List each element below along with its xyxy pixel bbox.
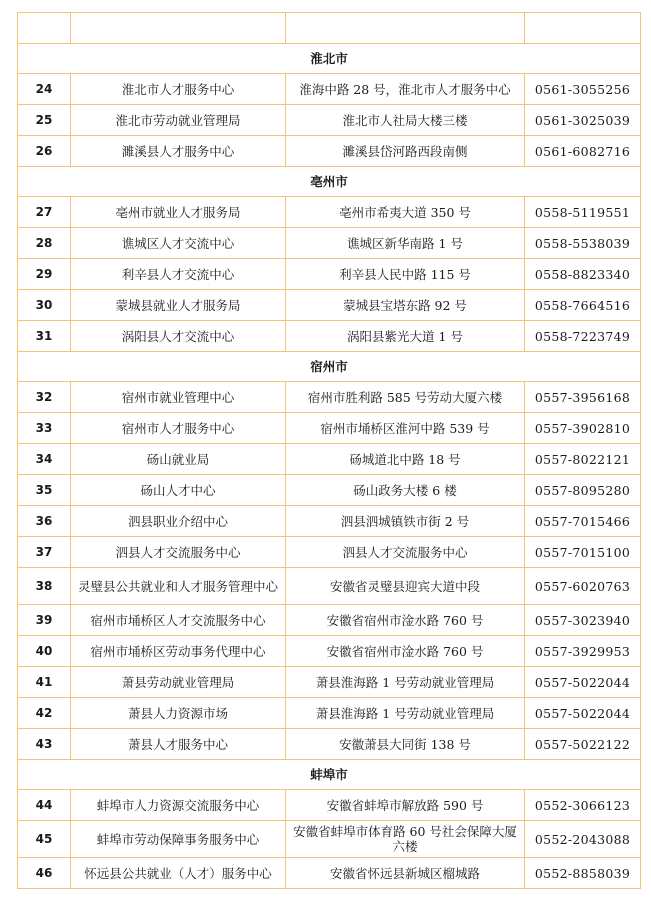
agency-phone: 0557-3902810	[525, 413, 641, 444]
agency-address: 砀山政务大楼 6 楼	[286, 475, 525, 506]
region-name: 亳州市	[18, 167, 641, 197]
table-row	[18, 858, 641, 889]
row-number: 39	[18, 605, 71, 636]
agency-name: 砀山就业局	[71, 444, 286, 475]
row-number: 27	[18, 197, 71, 228]
agency-name: 亳州市就业人才服务局	[71, 197, 286, 228]
agency-phone: 0558-5119551	[525, 197, 641, 228]
row-number: 35	[18, 475, 71, 506]
row-number: 26	[18, 136, 71, 167]
agency-phone: 0557-5022044	[525, 667, 641, 698]
agency-name: 利辛县人才交流中心	[71, 259, 286, 290]
table-row	[18, 729, 641, 760]
agency-address: 宿州市胜利路 585 号劳动大厦六楼	[286, 382, 525, 413]
row-number: 34	[18, 444, 71, 475]
table-row	[18, 698, 641, 729]
table-row	[18, 197, 641, 228]
table-row	[18, 290, 641, 321]
agency-address: 濉溪县岱河路西段南侧	[286, 136, 525, 167]
region-header-row	[18, 760, 641, 790]
agency-directory	[17, 12, 640, 889]
agency-phone: 0557-5022122	[525, 729, 641, 760]
agency-phone: 0557-7015466	[525, 506, 641, 537]
agency-phone: 0557-8022121	[525, 444, 641, 475]
agency-name: 怀远县公共就业（人才）服务中心	[71, 858, 286, 889]
header-row	[18, 13, 641, 44]
agency-address: 泗县泗城镇铁市街 2 号	[286, 506, 525, 537]
agency-phone: 0557-5022044	[525, 698, 641, 729]
agency-phone: 0552-3066123	[525, 790, 641, 821]
table-row	[18, 790, 641, 821]
agency-phone: 0557-3023940	[525, 605, 641, 636]
row-number: 28	[18, 228, 71, 259]
agency-name: 濉溪县人才服务中心	[71, 136, 286, 167]
region-header-row	[18, 167, 641, 197]
agency-phone: 0558-7223749	[525, 321, 641, 352]
row-number: 31	[18, 321, 71, 352]
agency-phone: 0558-7664516	[525, 290, 641, 321]
agency-address: 萧县淮海路 1 号劳动就业管理局	[286, 667, 525, 698]
table-row	[18, 321, 641, 352]
agency-phone: 0552-2043088	[525, 821, 641, 858]
row-number: 24	[18, 74, 71, 105]
agency-name: 灵璧县公共就业和人才服务管理中心	[71, 568, 286, 605]
agency-table	[17, 12, 641, 889]
agency-address: 泗县人才交流服务中心	[286, 537, 525, 568]
agency-name: 泗县人才交流服务中心	[71, 537, 286, 568]
agency-phone: 0557-8095280	[525, 475, 641, 506]
agency-address: 安徽萧县大同街 138 号	[286, 729, 525, 760]
agency-address: 亳州市希夷大道 350 号	[286, 197, 525, 228]
agency-name: 萧县人才服务中心	[71, 729, 286, 760]
agency-address: 宿州市埇桥区淮河中路 539 号	[286, 413, 525, 444]
table-row	[18, 568, 641, 605]
agency-address: 安徽省怀远县新城区榴城路	[286, 858, 525, 889]
row-number: 44	[18, 790, 71, 821]
agency-name: 宿州市埇桥区人才交流服务中心	[71, 605, 286, 636]
agency-address: 蒙城县宝塔东路 92 号	[286, 290, 525, 321]
agency-address: 谯城区新华南路 1 号	[286, 228, 525, 259]
table-row	[18, 506, 641, 537]
row-number: 29	[18, 259, 71, 290]
row-number: 41	[18, 667, 71, 698]
table-row	[18, 105, 641, 136]
agency-name: 涡阳县人才交流中心	[71, 321, 286, 352]
agency-name: 泗县职业介绍中心	[71, 506, 286, 537]
agency-phone: 0558-8823340	[525, 259, 641, 290]
region-name: 宿州市	[18, 352, 641, 382]
agency-name: 萧县人力资源市场	[71, 698, 286, 729]
region-name: 淮北市	[18, 44, 641, 74]
table-row	[18, 821, 641, 858]
row-number: 36	[18, 506, 71, 537]
row-number: 40	[18, 636, 71, 667]
agency-address: 安徽省宿州市淦水路 760 号	[286, 636, 525, 667]
table-row	[18, 74, 641, 105]
agency-phone: 0561-3025039	[525, 105, 641, 136]
row-number: 46	[18, 858, 71, 889]
table-row	[18, 605, 641, 636]
agency-address: 淮海中路 28 号，淮北市人才服务中心	[286, 74, 525, 105]
region-header-row	[18, 352, 641, 382]
header-cell	[525, 13, 641, 44]
row-number: 30	[18, 290, 71, 321]
agency-name: 淮北市劳动就业管理局	[71, 105, 286, 136]
agency-name: 蚌埠市人力资源交流服务中心	[71, 790, 286, 821]
agency-phone: 0561-3055256	[525, 74, 641, 105]
table-row	[18, 382, 641, 413]
row-number: 43	[18, 729, 71, 760]
agency-name: 宿州市就业管理中心	[71, 382, 286, 413]
agency-address: 安徽省蚌埠市体育路 60 号社会保障大厦六楼	[286, 821, 525, 858]
agency-address: 涡阳县紫光大道 1 号	[286, 321, 525, 352]
agency-name: 蚌埠市劳动保障事务服务中心	[71, 821, 286, 858]
agency-phone: 0552-8858039	[525, 858, 641, 889]
row-number: 32	[18, 382, 71, 413]
agency-phone: 0557-3956168	[525, 382, 641, 413]
agency-address: 安徽省灵璧县迎宾大道中段	[286, 568, 525, 605]
table-row	[18, 636, 641, 667]
agency-address: 淮北市人社局大楼三楼	[286, 105, 525, 136]
region-name: 蚌埠市	[18, 760, 641, 790]
region-header-row	[18, 44, 641, 74]
table-row	[18, 667, 641, 698]
row-number: 37	[18, 537, 71, 568]
agency-address: 砀城道北中路 18 号	[286, 444, 525, 475]
agency-phone: 0557-3929953	[525, 636, 641, 667]
table-row	[18, 537, 641, 568]
table-row	[18, 444, 641, 475]
header-cell	[18, 13, 71, 44]
header-cell	[286, 13, 525, 44]
agency-name: 砀山人才中心	[71, 475, 286, 506]
table-row	[18, 136, 641, 167]
row-number: 42	[18, 698, 71, 729]
table-row	[18, 475, 641, 506]
row-number: 25	[18, 105, 71, 136]
agency-phone: 0558-5538039	[525, 228, 641, 259]
agency-name: 淮北市人才服务中心	[71, 74, 286, 105]
agency-phone: 0557-7015100	[525, 537, 641, 568]
agency-address: 萧县淮海路 1 号劳动就业管理局	[286, 698, 525, 729]
agency-name: 宿州市埇桥区劳动事务代理中心	[71, 636, 286, 667]
header-cell	[71, 13, 286, 44]
table-row	[18, 413, 641, 444]
agency-phone: 0557-6020763	[525, 568, 641, 605]
agency-address: 安徽省宿州市淦水路 760 号	[286, 605, 525, 636]
agency-name: 谯城区人才交流中心	[71, 228, 286, 259]
agency-name: 宿州市人才服务中心	[71, 413, 286, 444]
agency-name: 蒙城县就业人才服务局	[71, 290, 286, 321]
table-row	[18, 228, 641, 259]
row-number: 45	[18, 821, 71, 858]
agency-phone: 0561-6082716	[525, 136, 641, 167]
agency-name: 萧县劳动就业管理局	[71, 667, 286, 698]
agency-address: 利辛县人民中路 115 号	[286, 259, 525, 290]
agency-address: 安徽省蚌埠市解放路 590 号	[286, 790, 525, 821]
row-number: 38	[18, 568, 71, 605]
table-body	[18, 13, 641, 889]
table-row	[18, 259, 641, 290]
row-number: 33	[18, 413, 71, 444]
